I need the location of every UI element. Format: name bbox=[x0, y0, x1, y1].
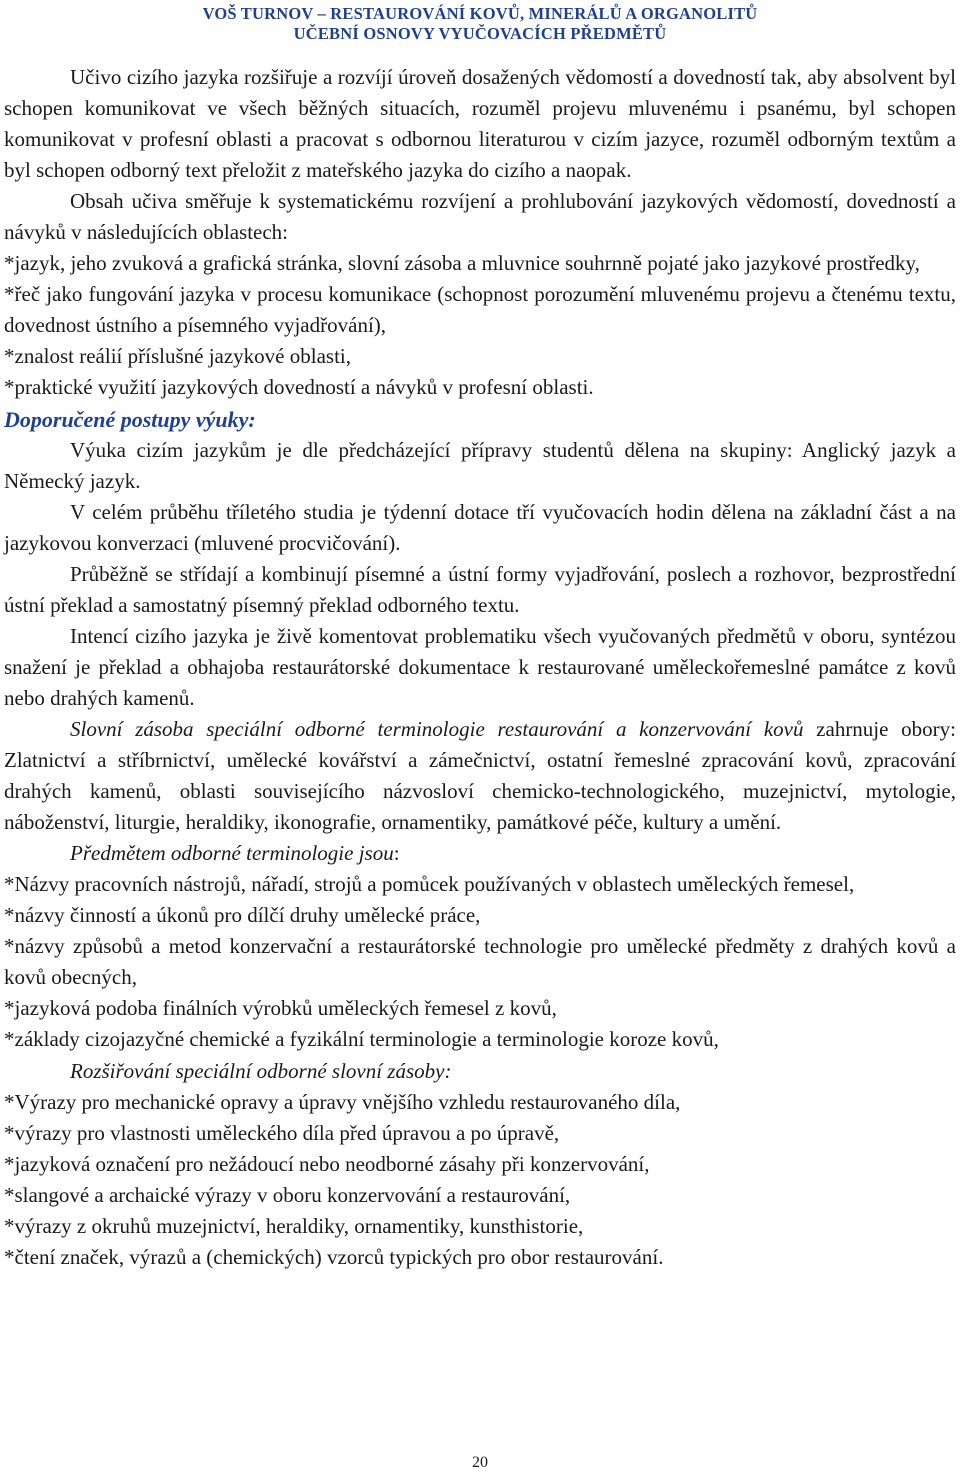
terminology-heading-text: Předmětem odborné terminologie jsou bbox=[70, 841, 394, 866]
list-item: *názvy činností a úkonů pro dílčí druhy umělecké práce, bbox=[4, 903, 481, 928]
list-item: *čtení značek, výrazů a (chemických) vzorců typických pro obor restaurování. bbox=[4, 1244, 664, 1269]
terminology-heading bbox=[4, 838, 956, 869]
vocabulary-rest: zahrnuje obory: Zlatnictví a stříbrnictví, umělecké kovářství a zámečnictví, ostatní řemeslné zpracování kovů, zpracování drahých kamenů, oblasti souvisejícího názvosloví chemicko-technologického, muzejnictví, mytologie, náboženství, liturgie, heraldiky, ikonografie, ornamentiky, památkové péče, kultury a umění. bbox=[4, 716, 956, 835]
list-item: *znalost reálií příslušné jazykové oblasti, bbox=[4, 344, 351, 369]
methods-paragraph: Průběžně se střídají a kombinují písemné a ústní formy vyjadřování, poslech a rozhovor, bezprostřední ústní překlad a samostatný písemný překlad odborného textu. bbox=[4, 561, 956, 617]
vocabulary-italic-lead: Slovní zásoba speciální odborné terminologie restaurování a konzervování kovů bbox=[70, 716, 804, 741]
terminology-heading-colon: : bbox=[393, 841, 400, 866]
list-item: *jazyk, jeho zvuková a grafická stránka, slovní zásoba a mluvnice souhrnně pojaté jako jazykové prostředky, bbox=[4, 251, 920, 276]
expansion-heading: Rozšiřování speciální odborné slovní zásoby: bbox=[70, 1058, 452, 1083]
intro-paragraph: Učivo cizího jazyka rozšiřuje a rozvíjí úroveň dosažených vědomostí a dovedností tak, aby absolvent byl schopen komunikovat ve všech běžných situacích, rozuměl projevu mluvenému i psanému, byl schopen komunikovat v profesní oblasti a pracovat s odbornou literaturou v cizím jazyce, rozuměl odborným textům a byl schopen odborný text přeložit z mateřského jazyka do cizího a naopak. bbox=[4, 65, 956, 183]
vocabulary-paragraph bbox=[4, 714, 956, 838]
list-item: *názvy způsobů a metod konzervační a restaurátorské technologie pro umělecké předměty z drahých kovů a kovů obecných, bbox=[4, 934, 956, 990]
methods-paragraph: V celém průběhu tříletého studia je týdenní dotace tří vyučovacích hodin dělena na základní část a na jazykovou konverzaci (mluvené procvičování). bbox=[4, 499, 956, 555]
header-subtitle: UČEBNÍ OSNOVY VYUČOVACÍCH PŘEDMĚTŮ bbox=[293, 24, 667, 43]
list-item: *Názvy pracovních nástrojů, nářadí, strojů a pomůcek používaných v oblastech uměleckých řemesel, bbox=[4, 872, 855, 897]
list-item: *výrazy z okruhů muzejnictví, heraldiky, ornamentiky, kunsthistorie, bbox=[4, 1213, 584, 1238]
list-item: *Výrazy pro mechanické opravy a úpravy vnějšího vzhledu restaurovaného díla, bbox=[4, 1089, 681, 1114]
list-item: *slangové a archaické výrazy v oboru konzervování a restaurování, bbox=[4, 1182, 571, 1207]
list-item: *řeč jako fungování jazyka v procesu komunikace (schopnost porozumění mluvenému projevu a čtenému textu, dovednost ústního a písemného vyjadřování), bbox=[4, 282, 956, 338]
list-item: *jazyková označení pro nežádoucí nebo neodborné zásahy při konzervování, bbox=[4, 1151, 650, 1176]
methods-paragraph: Výuka cizím jazykům je dle předcházející přípravy studentů dělena na skupiny: Anglický jazyk a Německý jazyk. bbox=[4, 437, 956, 493]
content-paragraph: Obsah učiva směřuje k systematickému rozvíjení a prohlubování jazykových vědomostí, dovedností a návyků v následujících oblastech: bbox=[4, 189, 956, 245]
page-number: 20 bbox=[472, 1454, 488, 1471]
methods-paragraph: Intencí cizího jazyka je živě komentovat problematiku všech vyučovaných předmětů v oboru, syntézou snažení je překlad a obhajoba restaurátorské dokumentace k restaurované uměleckořemeslné památce z kovů nebo drahých kamenů. bbox=[4, 623, 956, 710]
list-item: *praktické využití jazykových dovedností a návyků v profesní oblasti. bbox=[4, 375, 594, 400]
document-body bbox=[4, 62, 956, 1273]
list-item: *základy cizojazyčné chemické a fyzikální terminologie a terminologie koroze kovů, bbox=[4, 1027, 719, 1052]
header-school-title: VOŠ TURNOV – RESTAUROVÁNÍ KOVŮ, MINERÁLŮ A ORGANOLITŮ bbox=[202, 4, 758, 23]
document-header bbox=[0, 4, 960, 44]
list-item: *výrazy pro vlastnosti uměleckého díla před úpravou a po úpravě, bbox=[4, 1120, 560, 1145]
list-item: *jazyková podoba finálních výrobků uměleckých řemesel z kovů, bbox=[4, 996, 557, 1021]
section-heading-methods: Doporučené postupy výuky: bbox=[4, 406, 256, 432]
